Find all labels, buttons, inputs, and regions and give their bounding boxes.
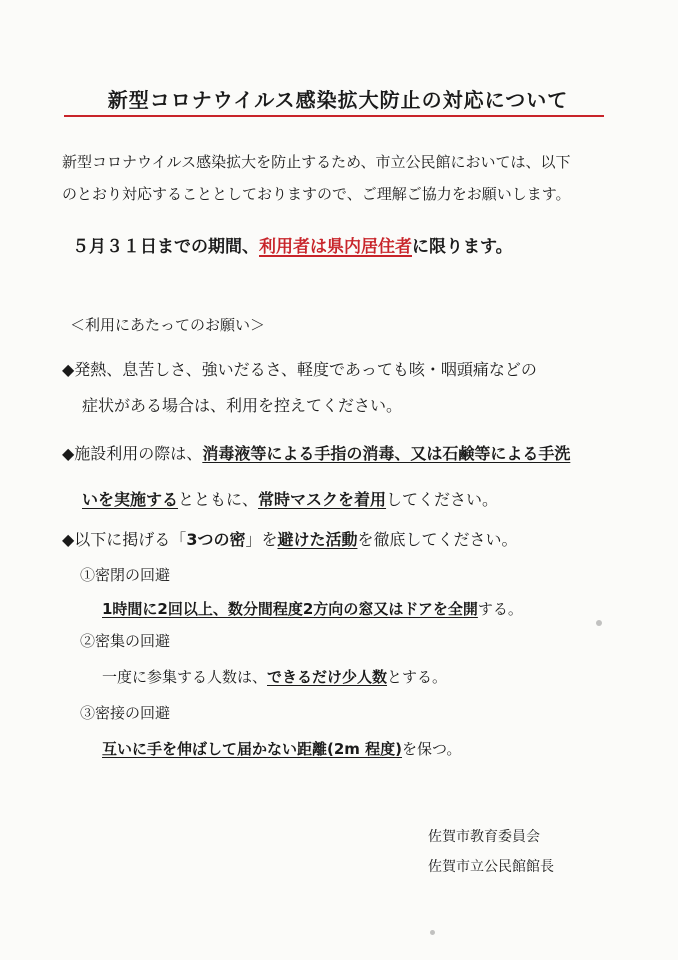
mitsu-3-end: を保つ。 xyxy=(402,740,462,758)
period-notice xyxy=(72,232,632,257)
period-prefix: ５月３１日までの期間、 xyxy=(72,237,259,257)
bullet-hygiene xyxy=(62,436,622,518)
bullet-symptoms-line-1: ◆発熱、息苦しさ、強いだるさ、軽度であっても咳・咽頭痛などの xyxy=(62,360,537,379)
intro-line-1: 新型コロナウイルス感染拡大を防止するため、市立公民館においては、以下 xyxy=(62,153,571,171)
threec-end: を徹底してください。 xyxy=(357,530,518,549)
bullet-hygiene-line-2 xyxy=(62,482,622,518)
signoff-director: 佐賀市立公民館館長 xyxy=(428,859,554,875)
scan-speck xyxy=(596,620,602,626)
hygiene-bold-3: 常時マスクを着用 xyxy=(258,490,387,509)
title-underline xyxy=(64,115,604,117)
mitsu-1-end: する。 xyxy=(477,600,523,618)
mitsu-2-end: とする。 xyxy=(387,668,448,686)
threec-bold: 3つの密 xyxy=(186,530,246,549)
period-highlight: 利用者は県内居住者 xyxy=(259,237,412,257)
mitsu-1-label: ①密閉の回避 xyxy=(80,566,171,584)
page-title: 新型コロナウイルス感染拡大防止の対応について xyxy=(107,88,569,112)
mitsu-1-text xyxy=(102,598,523,619)
mitsu-1-bold: 1時間に2回以上、数分間程度2方向の窓又はドアを全開 xyxy=(102,600,478,618)
signoff-board: 佐賀市教育委員会 xyxy=(428,829,540,845)
requests-heading: ＜利用にあたってのお願い＞ xyxy=(70,316,266,334)
intro-line-2: のとおり対応することとしておりますので、ご理解ご協力をお願いします。 xyxy=(62,185,571,203)
mitsu-3-text xyxy=(102,738,461,759)
threec-bold-2: 避けた活動 xyxy=(277,530,358,549)
mitsu-2-pre: 一度に参集する人数は、 xyxy=(102,668,268,686)
hygiene-bold-2: いを実施する xyxy=(82,490,179,509)
mitsu-3-label: ③密接の回避 xyxy=(80,704,171,722)
bullet-three-c xyxy=(62,522,622,558)
scan-speck xyxy=(430,930,435,935)
period-suffix: に限ります。 xyxy=(412,237,513,257)
bullet-symptoms xyxy=(62,352,622,424)
mitsu-3-bold: 互いに手を伸ばして届かない距離(2m 程度) xyxy=(102,740,403,758)
threec-pre: ◆以下に掲げる「 xyxy=(62,530,187,549)
hygiene-end: してください。 xyxy=(386,490,499,509)
intro-paragraph xyxy=(62,146,622,210)
mitsu-2-text xyxy=(102,666,447,687)
bullet-hygiene-line-1 xyxy=(62,436,622,472)
hygiene-pre: ◆施設利用の際は、 xyxy=(62,444,203,463)
bullet-symptoms-line-2: 症状がある場合は、利用を控えてください。 xyxy=(82,396,403,415)
mitsu-2-label: ②密集の回避 xyxy=(80,632,171,650)
threec-mid: 」を xyxy=(245,530,278,549)
hygiene-bold-1: 消毒液等による手指の消毒、又は石鹸等による手洗 xyxy=(202,444,571,463)
hygiene-mid: とともに、 xyxy=(178,490,259,509)
mitsu-2-bold: できるだけ少人数 xyxy=(267,668,388,686)
